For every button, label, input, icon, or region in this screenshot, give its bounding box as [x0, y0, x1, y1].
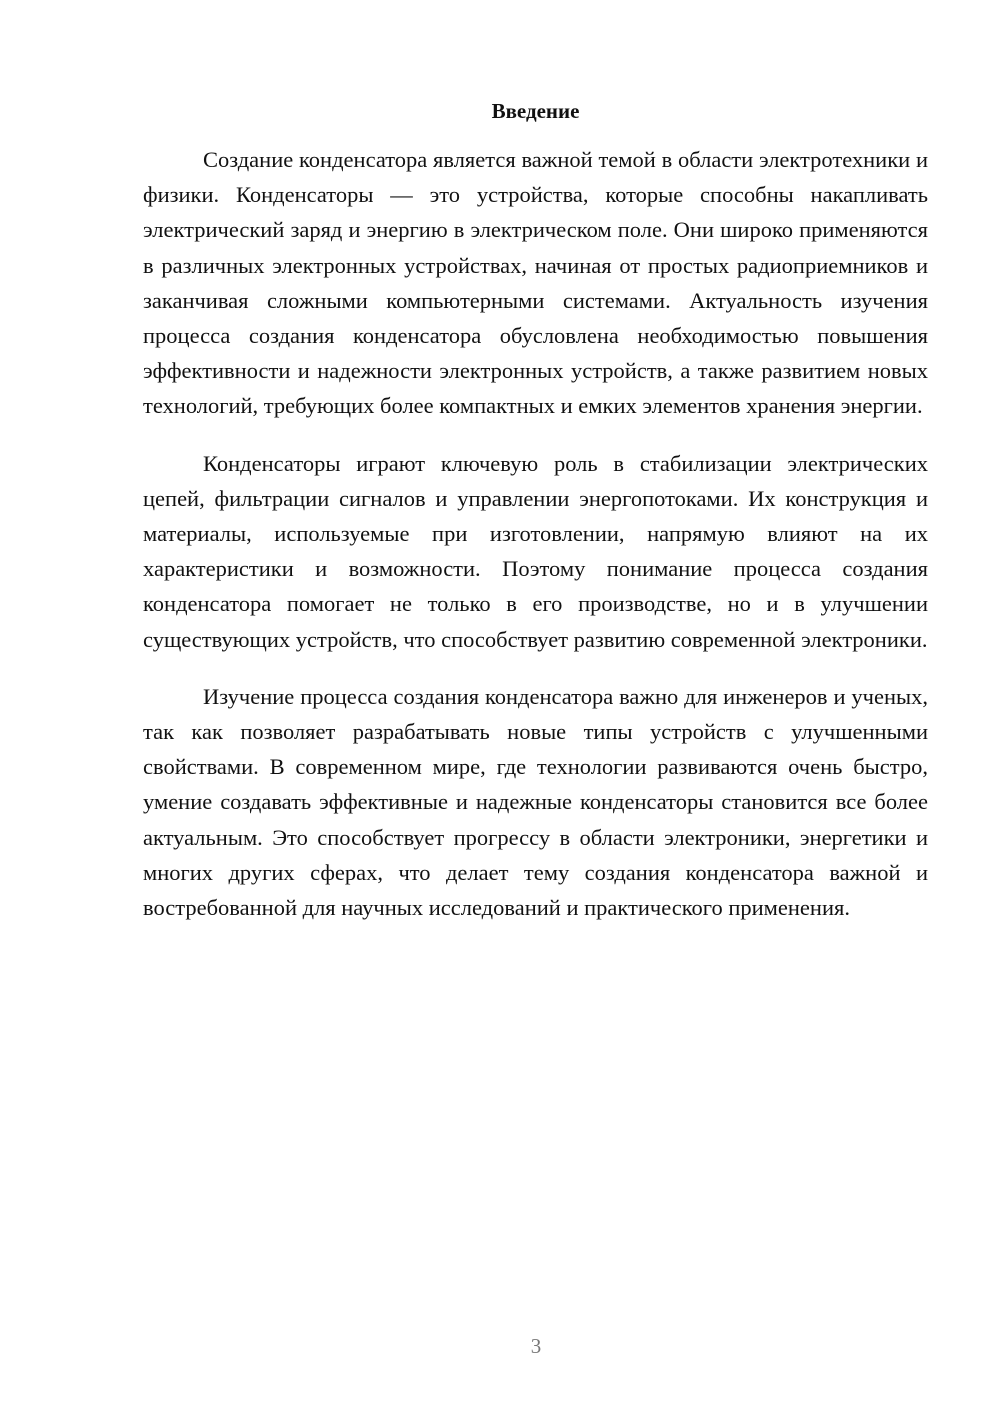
paragraph-2: Конденсаторы играют ключевую роль в стабилизации электрических цепей, фильтрации сигналов и управлении энергопотоками. Их конструкция и материалы, используемые при изготовлении, напрямую влияют на их характеристики и возможности. Поэтому понимание процесса создания конденсатора помогает не только в его производстве, но и в улучшении существующих устройств, что способствует развитию современной электроники.	[143, 450, 928, 652]
body-text	[143, 142, 928, 947]
paragraph-3: Изучение процесса создания конденсатора важно для инженеров и ученых, так как позволяет разрабатывать новые типы устройств с улучшенными свойствами. В современном мире, где технологии развиваются очень быстро, умение создавать эффективные и надежные конденсаторы становится все более актуальным. Это способствует прогрессу в области электроники, энергетики и многих других сферах, что делает тему создания конденсатора важной и востребованной для научных исследований и практического применения.	[143, 683, 928, 921]
section-heading: Введение	[491, 99, 580, 123]
paragraph-1: Создание конденсатора является важной темой в области электротехники и физики. Конденсаторы — это устройства, которые способны накапливать электрический заряд и энергию в электрическом поле. Они широко применяются в различных электронных устройствах, начиная от простых радиоприемников и заканчивая сложными компьютерными системами. Актуальность изучения процесса создания конденсатора обусловлена необходимостью повышения эффективности и надежности электронных устройств, а также развитием новых технологий, требующих более компактных и емких элементов хранения энергии.	[143, 147, 928, 419]
page-number: 3	[530, 1334, 542, 1358]
